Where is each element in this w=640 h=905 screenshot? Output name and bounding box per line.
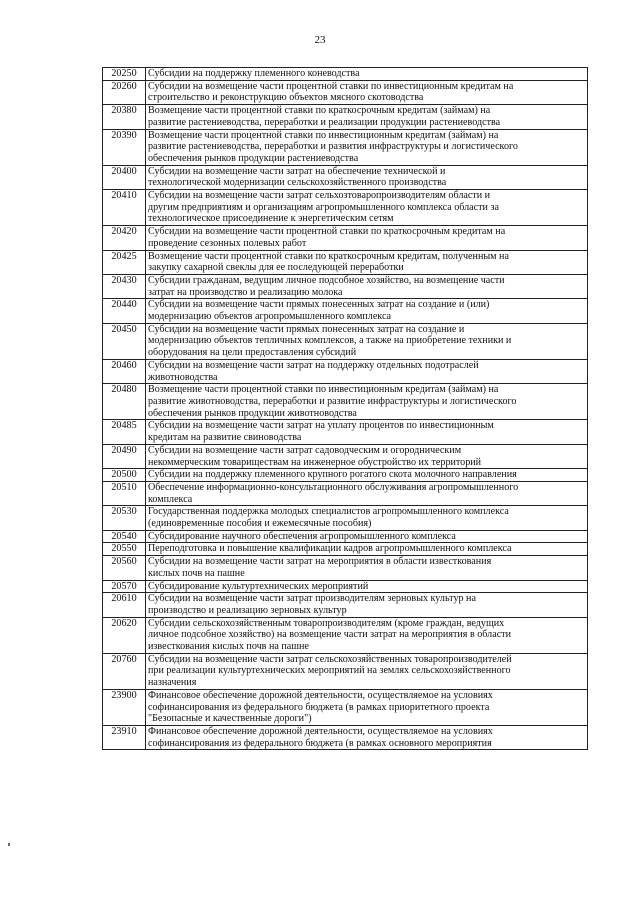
description-line: Возмещение части процентной ставки по краткосрочным кредитам, полученным на: [148, 250, 509, 262]
description-cell: [146, 68, 588, 81]
table-row: [103, 323, 588, 359]
page-number: 23: [314, 34, 326, 46]
description-line: Субсидии на возмещение части затрат садоводческим и огородническим: [148, 444, 462, 456]
table-row: [103, 506, 588, 530]
description-line: Субсидии на возмещение части затрат на мероприятия в области известкования: [148, 556, 492, 568]
description-cell: [146, 580, 588, 593]
description-line: Субсидирование научного обеспечения агропромышленного комплекса: [148, 530, 456, 542]
table-row: [103, 580, 588, 593]
budget-code-cell: 20570: [103, 580, 146, 593]
budget-code-cell: 20510: [103, 481, 146, 505]
table-row: [103, 299, 588, 323]
description-cell: [146, 420, 588, 444]
description-line: затрат на производство и реализацию молока: [148, 286, 343, 298]
description-line: Субсидии на поддержку племенного крупного рогатого скота молочного направления: [148, 469, 517, 481]
description-line: технологическое присоединение к энергетическим сетям: [148, 213, 394, 225]
description-line: Субсидии на возмещение части затрат производителям зерновых культур на: [148, 593, 476, 605]
description-line: известкования кислых почв на пашне: [148, 641, 309, 653]
description-cell: [146, 444, 588, 468]
description-line: назначения: [148, 677, 197, 689]
description-line: строительство и реконструкцию объектов мясного скотоводства: [148, 92, 424, 104]
description-line: Субсидии на возмещение части процентной ставки по краткосрочным кредитам на: [148, 226, 506, 238]
table-row: [103, 359, 588, 383]
table-row: [103, 190, 588, 226]
description-cell: [146, 593, 588, 617]
table-row: [103, 689, 588, 725]
description-line: животноводства: [148, 371, 218, 383]
description-line: Субсидии на возмещение части затрат сельскохозяйственных товаропроизводителей: [148, 653, 512, 665]
description-line: развитие растениеводства, переработки и развития инфраструктуры и логистического: [148, 141, 518, 153]
table-row: [103, 420, 588, 444]
description-line: технологической модернизации сельскохозяйственного производства: [148, 177, 447, 189]
description-line: Субсидии на возмещение части прямых понесенных затрат на создание и: [148, 323, 465, 335]
budget-code-cell: 20425: [103, 250, 146, 274]
description-cell: [146, 653, 588, 689]
description-cell: [146, 530, 588, 543]
budget-code-cell: 20610: [103, 593, 146, 617]
description-line: Финансовое обеспечение дорожной деятельности, осуществляемое на условиях: [148, 725, 493, 737]
description-cell: [146, 481, 588, 505]
description-line: другим предприятиям и организациям агропромышленного комплекса области за: [148, 201, 499, 213]
table-row: [103, 68, 588, 81]
table-body: [103, 68, 588, 750]
description-line: модернизацию объектов тепличных комплексов, а также на приобретение техники и: [148, 335, 512, 347]
description-line: кислых почв на пашне: [148, 567, 245, 579]
description-line: закупку сахарной свеклы для ее последующей переработки: [148, 262, 404, 274]
budget-code-cell: 23900: [103, 689, 146, 725]
description-line: Субсидирование культуртехнических мероприятий: [148, 580, 369, 592]
description-line: обеспечения рынков продукции растениеводства: [148, 152, 359, 164]
description-cell: [146, 323, 588, 359]
description-line: Переподготовка и повышение квалификации кадров агропромышленного комплекса: [148, 543, 512, 555]
budget-code-cell: 20420: [103, 226, 146, 250]
budget-code-cell: 20540: [103, 530, 146, 543]
description-line: кредитам на развитие свиноводства: [148, 432, 302, 444]
description-line: развитие растениеводства, переработки и реализации продукции растениеводства: [148, 116, 501, 128]
budget-code-cell: 20410: [103, 190, 146, 226]
budget-code-cell: 20250: [103, 68, 146, 81]
description-line: (единовременные пособия и ежемесячные пособия): [148, 518, 372, 530]
table-row: [103, 469, 588, 482]
table-row: [103, 80, 588, 104]
budget-code-cell: 23910: [103, 725, 146, 749]
description-line: Финансовое обеспечение дорожной деятельности, осуществляемое на условиях: [148, 689, 493, 701]
budget-code-cell: 20530: [103, 506, 146, 530]
budget-code-cell: 20500: [103, 469, 146, 482]
budget-code-cell: 20260: [103, 80, 146, 104]
description-line: Субсидии гражданам, ведущим личное подсобное хозяйство, на возмещение части: [148, 274, 505, 286]
table-row: [103, 165, 588, 189]
budget-code-cell: 20430: [103, 274, 146, 298]
description-line: Субсидии на возмещение части затрат сельхозтоваропроизводителям области и: [148, 190, 491, 202]
description-line: развитие животноводства, переработки и развитие инфраструктуры и логистического: [148, 395, 517, 407]
description-cell: [146, 274, 588, 298]
budget-code-cell: 20485: [103, 420, 146, 444]
description-line: софинансирования из федерального бюджета (в рамках основного мероприятия: [148, 737, 492, 749]
budget-code-cell: 20450: [103, 323, 146, 359]
budget-codes-table: [102, 67, 588, 750]
budget-code-cell: 20380: [103, 105, 146, 129]
table-row: [103, 530, 588, 543]
description-line: проведение сезонных полевых работ: [148, 237, 307, 249]
description-line: Возмещение части процентной ставки по краткосрочным кредитам (займам) на: [148, 105, 491, 117]
description-cell: [146, 299, 588, 323]
description-line: софинансирования из федерального бюджета (в рамках приоритетного проекта: [148, 701, 490, 713]
description-line: Государственная поддержка молодых специалистов агропромышленного комплекса: [148, 506, 509, 518]
description-line: "Безопасные и качественные дороги"): [148, 713, 312, 725]
description-cell: [146, 725, 588, 749]
table-row: [103, 226, 588, 250]
description-line: производство и реализацию зерновых культур: [148, 604, 347, 616]
table-row: [103, 617, 588, 653]
budget-code-cell: 20490: [103, 444, 146, 468]
table-row: [103, 481, 588, 505]
description-line: при реализации культуртехнических мероприятий на землях сельскохозяйственного: [148, 665, 511, 677]
description-line: Субсидии на возмещение части затрат на уплату процентов по инвестиционным: [148, 420, 494, 432]
description-cell: [146, 359, 588, 383]
description-line: Возмещение части процентной ставки по инвестиционным кредитам (займам) на: [148, 384, 499, 396]
table-row: [103, 556, 588, 580]
description-line: комплекса: [148, 493, 193, 505]
table-row: [103, 274, 588, 298]
table-row: [103, 653, 588, 689]
description-cell: [146, 190, 588, 226]
description-cell: [146, 556, 588, 580]
budget-code-cell: 20440: [103, 299, 146, 323]
description-cell: [146, 506, 588, 530]
table-row: [103, 444, 588, 468]
description-line: Обеспечение информационно-консультационного обслуживания агропромышленного: [148, 481, 519, 493]
table-row: [103, 725, 588, 749]
description-line: Субсидии на возмещение части затрат на обеспечение технической и: [148, 165, 446, 177]
description-cell: [146, 165, 588, 189]
table-row: [103, 543, 588, 556]
description-line: личное подсобное хозяйство) на возмещение части затрат на мероприятия в области: [148, 629, 511, 641]
description-line: Возмещение части процентной ставки по инвестиционным кредитам (займам) на: [148, 129, 499, 141]
budget-code-cell: 20620: [103, 617, 146, 653]
budget-code-cell: 20560: [103, 556, 146, 580]
description-cell: [146, 105, 588, 129]
scan-mark: [8, 843, 10, 846]
description-line: Субсидии на возмещение части прямых понесенных затрат на создание и (или): [148, 299, 490, 311]
table-row: [103, 250, 588, 274]
description-cell: [146, 250, 588, 274]
description-cell: [146, 543, 588, 556]
table-row: [103, 129, 588, 165]
description-cell: [146, 226, 588, 250]
description-line: модернизацию объектов агропромышленного комплекса: [148, 311, 392, 323]
description-line: некоммерческим товариществам на инженерное обустройство их территорий: [148, 456, 482, 468]
table-row: [103, 593, 588, 617]
description-cell: [146, 384, 588, 420]
description-cell: [146, 469, 588, 482]
budget-code-cell: 20760: [103, 653, 146, 689]
description-cell: [146, 80, 588, 104]
budget-code-cell: 20460: [103, 359, 146, 383]
description-cell: [146, 617, 588, 653]
description-line: Субсидии на поддержку племенного коневодства: [148, 68, 360, 79]
description-cell: [146, 689, 588, 725]
description-line: оборудования на цели предоставления субсидий: [148, 347, 357, 359]
budget-code-cell: 20550: [103, 543, 146, 556]
budget-code-cell: 20390: [103, 129, 146, 165]
description-line: Субсидии на возмещение части затрат на поддержку отдельных подотраслей: [148, 359, 479, 371]
budget-code-cell: 20480: [103, 384, 146, 420]
budget-code-cell: 20400: [103, 165, 146, 189]
table-row: [103, 105, 588, 129]
description-cell: [146, 129, 588, 165]
description-line: Субсидии на возмещение части процентной ставки по инвестиционным кредитам на: [148, 80, 514, 92]
description-line: Субсидии сельскохозяйственным товаропроизводителям (кроме граждан, ведущих: [148, 617, 505, 629]
description-line: обеспечения рынков продукции животноводства: [148, 407, 357, 419]
table-row: [103, 384, 588, 420]
